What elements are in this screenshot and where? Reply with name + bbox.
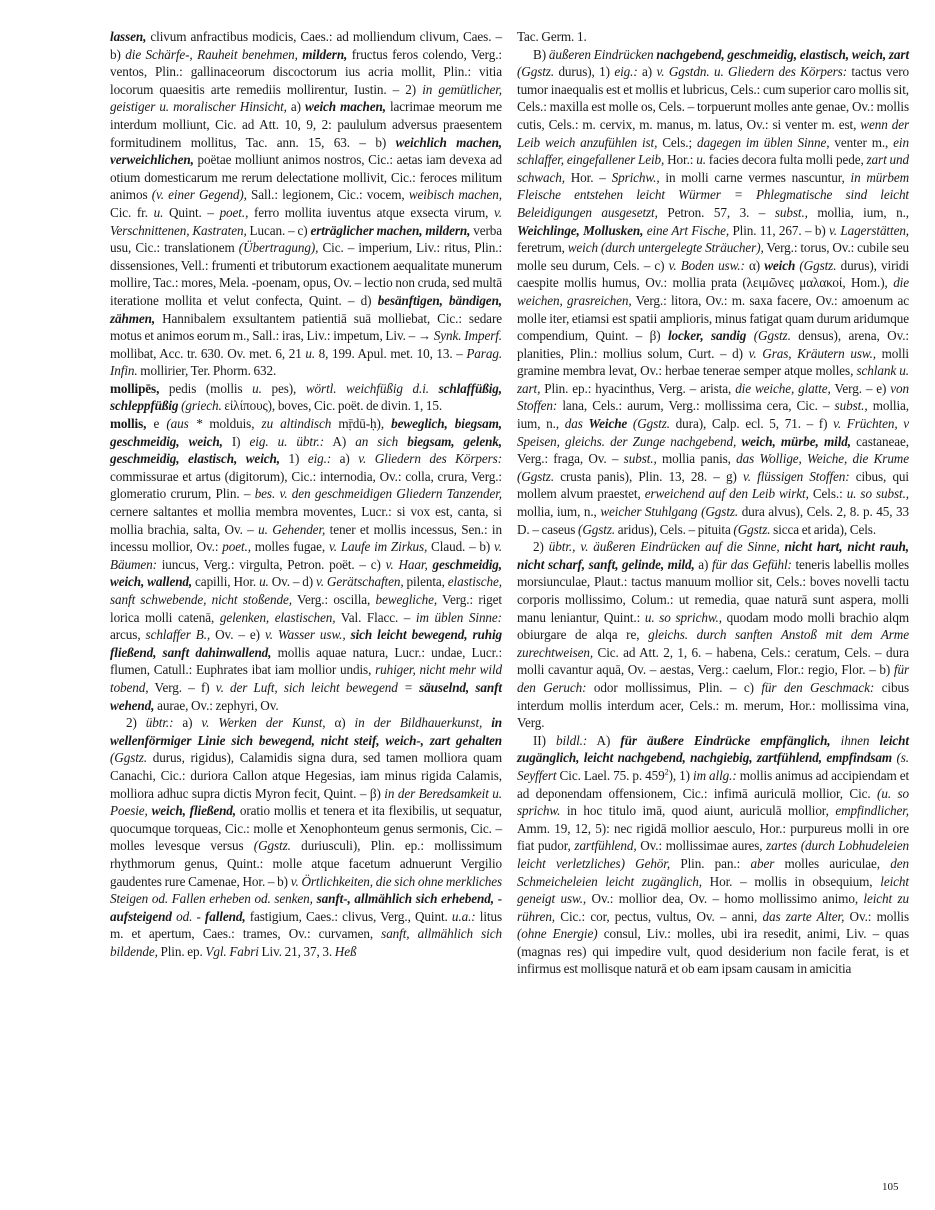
- right-column: [517, 28, 909, 978]
- entry-paragraph: 2) übtr., v. äußeren Eindrücken auf die Sinne, nicht hart, nicht rauh, nicht scharf, sanft, gelinde, mild, a) für das Gefühl: teneris labellis molles morsiunculae, Plaut.: tactus manuum mollior sit, Cels.: boves novelli tactu corporis mollissimo, Colum.: ut remedia, quae naturā sunt aspera, molli manu leniantur, Quint.: u. so sprichw., quodam modo molli brachio alqm obiurgare de alqa re, gleichs. durch sanften Anstoß mit dem Arme zurechtweisen, Cic. ad Att. 2, 1, 6. – habena, Cels.: ceratum, Cels. – dura molli cavantur aquā, Ov. – aestas, Verg.: caelum, Flor.: regio, Flor. – b) für den Geruch: odor mollissimus, Plin. – c) für den Geschmack: cibus interdum mollis interdum acer, Cels.: m. merum, Hor.: mollissima vina, Verg.: [517, 539, 910, 731]
- entry-paragraph: mollipēs, pedis (mollis u. pes), wörtl. weichfüßig d.i. schlaffüßig, schleppfüßig (griech. εἰλίπους), boves, Cic. poët. de divin. 1, 15.: [110, 380, 502, 414]
- left-column: [110, 28, 502, 960]
- entry-paragraph: II) bildl.: A) für äußere Eindrücke empfänglich, ihnen leicht zugänglich, leicht nachgebend, nachgiebig, zartfühlend, empfindsam (s. Seyffert Cic. Lael. 75. p. $459^2$), 1) im allg.: mollis animus ad accipiendam et ad deponendam offensionem, Cic.: infimā auriculā mollior, Cic. (u. so sprichw. in hoc titulo imā, quod aiunt, auriculā mollior, empfindlicher, Amm. 19, 12, 5): nec rigidā mollior aesculo, Hor.: purpureus molli in ore fiat pudor, zartfühlend, Ov.: mollissimae aures, zartes (durch Lobhudeleien leicht verletzliches) Gehör, Plin. pan.: aber molles auriculae, den Schmeicheleien leicht zugänglich, Hor. – mollis in obsequium, leicht geneigt usw., Ov.: mollior dea, Ov. – homo mollissimo animo, leicht zu rühren, Cic.: cor, pectus, vultus, Ov. – anni, das zarte Alter, Ov.: mollis (ohne Energie) consul, Liv.: molles, ubi ira resedit, animi, Liv. – quas (magnas res) qui impedire vult, quod desiderium non facile ferat, is et infirmus est mollisque naturā et ob eam ipsam causam in amicitia: [517, 732, 910, 977]
- entry-paragraph: Tac. Germ. 1.: [517, 29, 587, 44]
- page-number: 105: [882, 1181, 899, 1193]
- entry-paragraph: lassen, clivum anfractibus modicis, Caes.: ad molliendum clivum, Caes. – b) die Schärfe-, Rauheit benehmen, mildern, fructus feros colendo, Verg.: ventos, Plin.: gallinaceorum discoctorum ius acria mollit, Plin.: vitia locorum quaesitis arte remediis mollirentur, Iustin. – 2) in gemütlicher, geistiger u. moralischer Hinsicht, a) weich machen, lacrimae meorum me interdum molliunt, Cic. ad Att. 10, 9, 2: paululum adversus praesentem formitudinem mollitus, Tac. ann. 15, 63. – b) weichlich machen, verweichlichen, poëtae molliunt animos nostros, Cic.: aetas iam devexa ad otium domesticarum me rerum delectatione mollivit, Cic.: feroces militum animos (v. einer Gegend), Sall.: legionem, Cic.: vocem, weibisch machen, Cic. fr. u. Quint. – poet., ferro mollita iuventus atque exsecta virum, v. Verschnittenen, Kastraten, Lucan. – c) erträglicher machen, mildern, verba usu, Cic.: translationem (Übertragung), Cic. – imperium, Liv.: ritus, Plin.: dissensiones, Vell.: frumenti et tributorum exactionem aequalitate munerum mollire, Tac.: mores, Mela. -poenam, opus, Ov. – lectio non cruda, sed multā iteratione mollita et velut confecta, Quint. – d) besänftigen, bändigen, zähmen, Hannibalem exsultantem patientiā suā molliebat, Cic.: sedare motus et animos eorum m., Sall.: iras, Liv.: impetum, Liv. – → Synk. Imperf. mollibat, Acc. tr. 630. Ov. met. 6, 21 u. 8, 199. Apul. met. 10, 13. – Parag. Infin. mollirier, Ter. Phorm. 632.: [110, 29, 503, 379]
- entry-paragraph: 2) übtr.: a) v. Werken der Kunst, α) in der Bildhauerkunst, in wellenförmiger Linie sich bewegend, nicht steif, weich-, zart gehalten (Ggstz. durus, rigidus), Calamidis signa dura, sed tamen molliora quam Canachi, Cic.: duriora Callon atque Hegesias, iam minus rigida Calamis, molliora adhuc supra dictis Myron fecit, Quint. – β) in der Beredsamkeit u. Poesie, weich, fließend, oratio mollis et tenera et ita flexibilis, ut sequatur, quocumque torqueas, Cic.: molle et Xenophonteum genus sermonis, Cic. – molles levesque versus (Ggstz. duriusculi), Plin. ep.: mollissimum rhythmorum genus, Quint.: molle atque facetum adnuerunt Vergilio gaudentes rure Camenae, Hor. – b) v. Örtlichkeiten, die sich ohne merkliches Steigen od. Fallen erheben od. senken, sanft-, allmählich sich erhebend, -aufsteigend od. - fallend, fastigium, Caes.: clivus, Verg., Quint. u.a.: litus m. et apertum, Caes.: trames, Ov.: curvamen, sanft, allmählich sich bildende, Plin. ep. Vgl. Fabri Liv. 21, 37, 3. Heß: [110, 715, 503, 959]
- entry-paragraph: B) äußeren Eindrücken nachgebend, geschmeidig, elastisch, weich, zart (Ggstz. durus), 1) eig.: a) v. Ggstdn. u. Gliedern des Körpers: tactus vero tumor inaequalis est et mollis et lubricus, Cels.: cum superior caro mollis sit, Cels.: maxilla est molle os, Cels. – torpuerunt molles ante genae, Ov.: mollis cutis, Cels.: m. cervix, m. manus, m. latus, Ov.: si venter m. est, wenn der Leib weich anzufühlen ist, Cels.; dagegen im üblen Sinne, venter m., ein schlaffer, eingefallener Leib, Hor.: u. facies decora fulta molli pede, zart und schwach, Hor. – Sprichw., in molli carne vermes nascuntur, in mürbem Fleische entstehen leicht Würmer = Phlegmatische sind leicht Beleidigungen ausgesetzt, Petron. 57, 3. – subst., mollia, ium, n., Weichlinge, Mollusken, eine Art Fische, Plin. 11, 267. – b) v. Lagerstätten, feretrum, weich (durch untergelegte Sträucher), Verg.: torus, Ov.: cubile seu molle seu durum, Cels. – c) v. Boden usw.: α) weich (Ggstz. durus), viridi caespite mollis humus, Ov.: mollia prata (λειμῶνες μαλακοί, Hom.), die weichen, grasreichen, Verg.: litora, Ov.: m. saxa facere, Ov.: amoenum ac molle iter, etiamsi est spatii amplioris, minus fatigat quam durum aridumque compendium, Quint. – β) locker, sandig (Ggstz. densus), arena, Ov.: planities, Plin.: mollius solum, Curt. – d) v. Gras, Kräutern usw., molli gramine membra levat, Ov.: herbae tenerae semper atque molles, schlank u. zart, Plin. ep.: hyacinthus, Verg. – arista, die weiche, glatte, Verg. – e) von Stoffen: lana, Cels.: aurum, Verg.: mollissima cera, Cic. – subst., mollia, ium, n., das Weiche (Ggstz. dura), Calp. ecl. 5, 71. – f) v. Früchten, v Speisen, gleichs. der Zunge nachgebend, weich, mürbe, mild, castaneae, Verg.: fraga, Ov. – subst., mollia panis, das Wollige, Weiche, die Krume (Ggstz. crusta panis), Plin. 13, 28. – g) v. flüssigen Stoffen: cibus, qui mollem alvum praestet, erweichend auf den Leib wirkt, Cels.: u. so subst., mollia, ium, n., weicher Stuhlgang (Ggstz. dura alvus), Cels. 2, 8. p. 45, 33 D. – caseus (Ggstz. aridus), Cels. – pituita (Ggstz. sicca et arida), Cels.: [517, 46, 910, 537]
- entry-paragraph: mollis, e (aus * molduis, zu altindisch mṝdū-ḥ), beweglich, biegsam, geschmeidig, weich, I) eig. u. übtr.: A) an sich biegsam, gelenk, geschmeidig, elastisch, weich, 1) eig.: a) v. Gliedern des Körpers: commissurae et artus (digitorum), Cic.: internodia, Ov.: colla, crura, Verg.: glomeratio crurum, Plin. – bes. v. den geschmeidigen Gliedern Tanzender, cernere saltantes et mollia membra moventes, Lucr.: si vox est, canta, si mollia brachia, salta, Ov. – u. Gehender, tener et mollis incessus, Sen.: in incessu mollior, Ov.: poet., molles fugae, v. Laufe im Zirkus, Claud. – b) v. Bäumen: iuncus, Verg.: virgulta, Petron. poët. – c) v. Haar, geschmeidig, weich, wallend, capilli, Hor. u. Ov. – d) v. Gerätschaften, pilenta, elastische, sanft schwebende, nicht stoßende, Verg.: oscilla, bewegliche, Verg.: riget lorica molli catenā, gelenken, elastischen, Val. Flacc. – im üblen Sinne: arcus, schlaffer B., Ov. – e) v. Wasser usw., sich leicht bewegend, ruhig fließend, sanft dahinwallend, mollis aquae natura, Lucr.: undae, Lucr.: flumen, Catull.: Euphrates ibat iam mollior undis, ruhiger, nicht mehr wild tobend, Verg. – f) v. der Luft, sich leicht bewegend = säuselnd, sanft wehend, aurae, Ov.: zephyri, Ov.: [110, 416, 503, 713]
